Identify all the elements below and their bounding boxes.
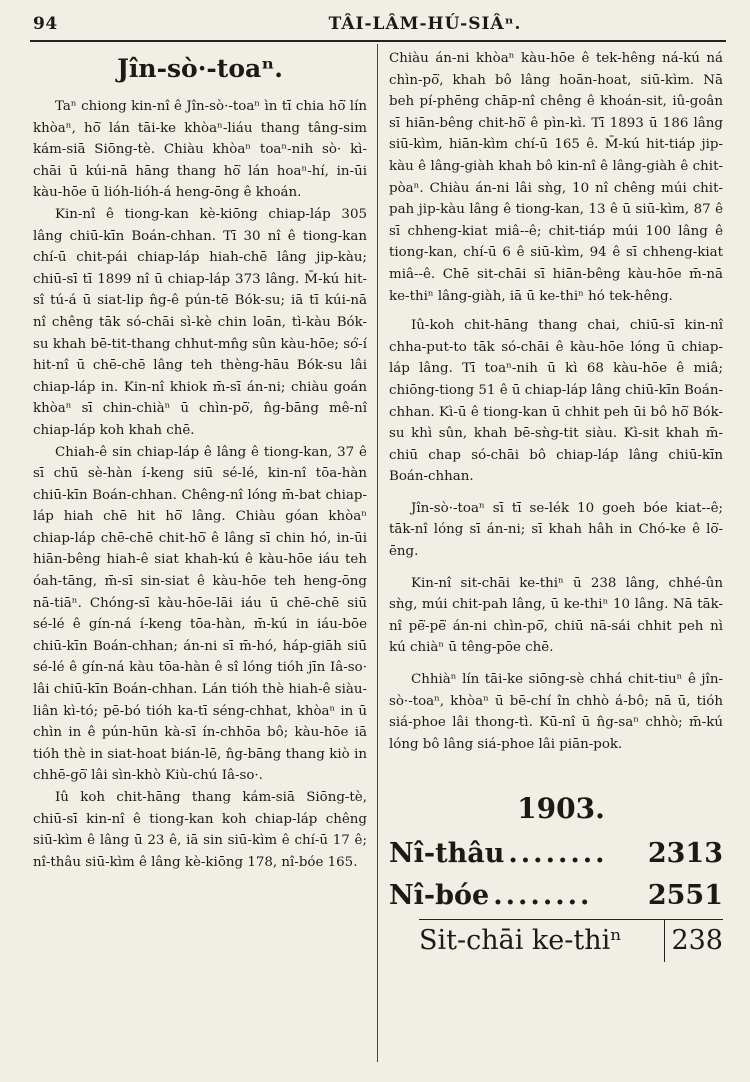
paragraph: Iû-koh chit-hāng thang chai, chiū-sī kin-nî chha-put-to tāk só-chāi ê kàu-hōe lóng ū chiap-láp lâng. Tī toaⁿ-nih ū kì 68 kàu-hōe ê miâ; chiōng-tiong 51 ê ū chiap-láp lâng chiū-kīn Boán-chhan. Kì-ū ê tiong-kan ū chhit peh ūi bô hō͘ Bók-su khì sûn, khah bē-sǹg-tit siàu. Kì-sit khah m̄-chiū chap só-chāi bô chiap-láp lâng chiū-kīn Boán-chhan. xyxy=(389,318,723,485)
stat-label: Nî-bóe xyxy=(389,880,490,912)
paragraph: Iû koh chit-hāng thang kám-siā Siōng-tè, chiū-sī kin-nî ê tiong-kan koh chiap-láp chêng siū-kìm ê lâng ū 23 ê, iā sin siū-kìm ê chí-ū 17 ê; nî-thâu siū-kìm ê lâng kè-kiōng 178, nî-bóe 165. xyxy=(33,790,367,870)
stat-value: 2551 xyxy=(647,880,723,912)
stat-row-net-increase xyxy=(419,920,723,962)
paragraph: Kin-nî sit-chāi ke-thiⁿ ū 238 lâng, chhé-ûn sǹg, múi chit-pah lâng, ū ke-thiⁿ 10 lâng. Nā tāk-nî pē͘-pē͘ án-ni chìn-pō͘, chiū nā-sái chhit peh nì kú chiàⁿ ū têng-pōe chē. xyxy=(389,575,723,656)
stat-leader: ........ xyxy=(493,880,593,912)
page-number: 94 xyxy=(33,14,58,34)
paragraph: Chiah-ê sin chiap-láp ê lâng ê tiong-kan, 37 ê sī chū sè-hàn í-keng siū sé-lé, kin-nî tōa-hàn chiū-kīn Boán-chhan. Chêng-nî lóng m̄-bat chiap-láp hiah chē hit hō͘ lâng. Chiàu góan khòaⁿ chiap-láp chē-chē chit-hō͘ ê lâng sī chin hó, in-ūi hiān-bêng hiah-ê siat khah-kú ê kàu-hōe iáu teh óah-tāng, m̄-sī sin-siat ê kàu-hōe teh heng-ōng nā-tiāⁿ. Chóng-sī kàu-hōe-lāi iáu ū chē-chē siū sé-lé ê gín-ná í-keng tōa-hàn, m̄-kú in iáu-bōe chiū-kīn Boán-chhan; án-ni sī m̄-hó, háp-giāh siū sé-lé ê gín-ná kàu tōa-hàn ê sî lóng tióh jīn Iâ-so· lâi chiū-kīn Boán-chhan. Lán tióh thè hiah-ê siàu-liân kì-tó; pē-bó tióh ka-tī séng-chhat, khòaⁿ in ū chìn in ê pún-hūn kà-sī ín-chhōa bô; kàu-hōe iā tióh thè in siat-hoat bián-lē, n̂g-bāng thang kiò in chhē-gō͘ lâi sìn-khò Kiù-chú Iâ-so·. xyxy=(33,444,367,784)
page-header xyxy=(0,0,750,46)
stat-label: Nî-thâu xyxy=(389,838,505,870)
header-rule xyxy=(30,40,726,42)
stat-value: 238 xyxy=(664,920,723,962)
stats-year: 1903. xyxy=(517,792,605,826)
article-title: Jîn-sò·-toaⁿ. xyxy=(117,54,283,83)
stat-row-ni-boe xyxy=(389,875,723,917)
left-column xyxy=(33,48,367,873)
stat-value: 2313 xyxy=(647,838,723,870)
stat-row-ni-thau xyxy=(389,833,723,875)
right-column xyxy=(389,48,723,962)
paragraph: Chiàu án-ni khòaⁿ kàu-hōe ê tek-hêng ná-kú ná chìn-pō͘, khah bô lâng hoān-hoat, siū-kìm. Nā beh pí-phēng chāp-nî chêng ê khoán-sit, iû-goân sī hiān-bêng chit-hō͘ ê pìn-kì. Tī 1893 ū 186 lâng siū-kìm, hiān-kìm chí-ū 165 ê. M̄-kú hit-tiáp jip-kàu ê lâng-giàh khah bô kin-nî ê lâng-giàh ê chit-pòaⁿ. Chiàu án-ni lâi sǹg, 10 nî chêng múi chit-pah jip-kàu lâng ê tiong-kan, 13 ê ū siū-kìm, 87 ê sī chheng-kiat miâ--ê; chit-tiáp múi 100 lâng ê tiong-kan, chí-ū 6 ê siū-kìm, 94 ê sī chheng-kiat miâ--ê. Chē sit-chāi sī hiān-bêng kàu-hōe m̄-nā ke-thiⁿ lâng-giàh, iā ū ke-thiⁿ hó tek-hêng. xyxy=(389,51,723,304)
stat-leader: ........ xyxy=(508,838,608,870)
paragraph: Jîn-sò·-toaⁿ sī tī se-lék 10 goeh bóe kiat--ê; tāk-nî lóng sī án-ni; sī khah hâh in Chó-ke ê lō͘-ēng. xyxy=(389,500,723,560)
stat-label: Sit-chāi ke-thiⁿ xyxy=(419,925,622,957)
running-title: TÂI-LÂM-HÚ-SIÂⁿ. xyxy=(328,14,522,34)
paragraph: Taⁿ chiong kin-nî ê Jîn-sò·-toaⁿ ìn tī chia hō͘ lín khòaⁿ, hō͘ lán tāi-ke khòaⁿ-liáu thang tâng-sim kám-siā Siōng-tè. Chiàu khòaⁿ toaⁿ-nih sò· kì-chāi ū kúi-nā hāng thang hō͘ lán hoaⁿ-hí, in-ūi kàu-hōe ū lióh-lióh-á heng-ōng ê khoán. xyxy=(33,99,367,201)
paragraph: Kin-nî ê tiong-kan kè-kiōng chiap-láp 305 lâng chiū-kīn Boán-chhan. Tī 30 nî ê tiong-kan chí-ū chit-pái chiap-láp hiah-chē lâng jip-kàu; chiū-sī tī 1899 nî ū chiap-láp 373 lâng. M̄-kú hit-sî tú-á ū siat-lip n̂g-ê pún-tē Bók-su; iā tī kúi-nā nî chêng tāk só-chāi sì-kè chin loān, tì-kàu Bók-su khah bē-tit-thang chhut-mn̂g sûn kàu-hōe; só͘-í hit-nî ū chē-chē lâng teh thèng-hāu Bók-su lâi chiap-láp in. Kin-nî khiok m̄-sī án-ni; chiàu goán khòaⁿ sī chin-chiàⁿ ū chìn-pō͘, n̂g-bāng mê-nî chiap-láp koh khah chē. xyxy=(33,206,367,438)
paragraph: Chhiàⁿ lín tāi-ke siōng-sè chhá chit-tiuⁿ ê jîn-sò·-toaⁿ, khòaⁿ ū bē-chí în chhò á-bô; nā ū, tióh siá-phoe lâi thong-tì. Kū-nî ū n̂g-saⁿ chhò; m̄-kú lóng bô lâng siá-phoe lâi piān-pok. xyxy=(389,672,723,752)
column-divider xyxy=(377,44,378,1062)
